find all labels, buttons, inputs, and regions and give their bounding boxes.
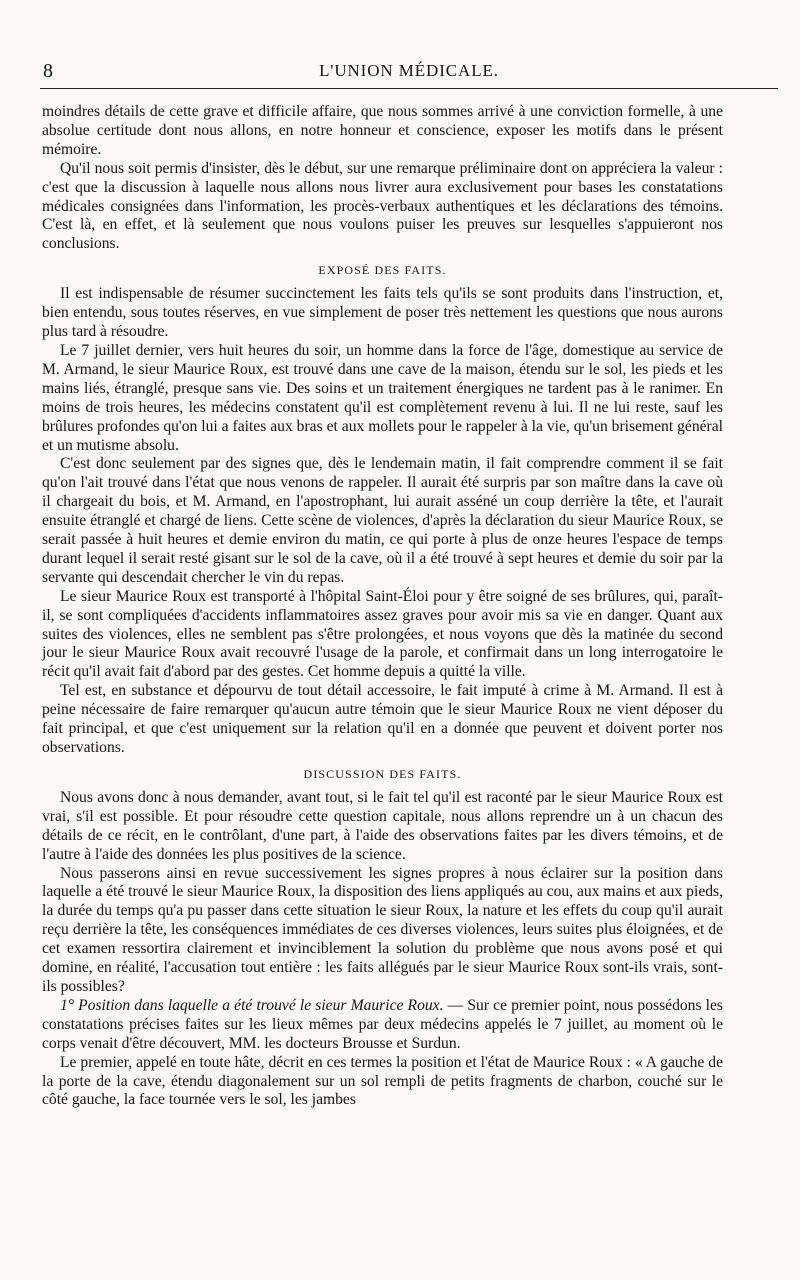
paragraph: Tel est, en substance et dépourvu de tout détail accessoire, le fait imputé à crime à M. Armand. Il est à peine nécessaire de faire remarquer qu'aucun autre témoin que le sieur Maurice Roux ne vient déposer du fait principal, et que c'est uniquement sur la relation qu'il en a donnée que peuvent et doivent porter nos observations.	[42, 682, 723, 756]
subsection-title: 1° Position dans laquelle a été trouvé le sieur Maurice Roux.	[60, 996, 444, 1014]
page-header	[40, 58, 778, 89]
paragraph: Le sieur Maurice Roux est transporté à l'hôpital Saint-Éloi pour y être soigné de ses brûlures, qui, paraît-il, se sont compliquées d'accidents inflammatoires assez graves pour avoir mis sa vie en danger. Quant aux suites des violences, elles ne semblent pas s'être prolongées, et nous voyons que dès la matinée du second jour le sieur Maurice Roux avait recouvré l'usage de la parole, et confirmait dans un long interrogatoire le récit qu'il avait fait d'abord par des gestes. Cet homme depuis a quitté la ville.	[42, 587, 723, 681]
paragraph: Nous avons donc à nous demander, avant tout, si le fait tel qu'il est raconté par le sieur Maurice Roux est vrai, s'il est possible. Et pour résoudre cette question capitale, nous allons reprendre un à un chacun des détails de ce récit, en le contrôlant, d'une part, à l'aide des observations faites par les divers témoins, et de l'autre à l'aide des données les plus positives de la science.	[42, 788, 723, 863]
paragraph: Le premier, appelé en toute hâte, décrit en ces termes la position et l'état de Maurice Roux : « A gauche de la porte de la cave, étendu diagonalement sur un sol rempli de petits fragments de charbon, couché sur le côté gauche, la face tournée vers le sol, les jambes	[42, 1053, 723, 1109]
article-body	[42, 103, 723, 1110]
running-title: L'UNION MÉDICALE.	[319, 61, 499, 80]
paragraph: Il est indispensable de résumer succinctement les faits tels qu'ils se sont produits dans l'instruction, et, bien entendu, sous toutes réserves, en vue simplement de poser très nettement les questions que nous aurons plus tard à résoudre.	[42, 285, 723, 341]
paragraph	[42, 997, 723, 1054]
page-number: 8	[43, 60, 53, 82]
section-heading-discussion: DISCUSSION DES FAITS.	[303, 766, 462, 781]
section-heading-expose: EXPOSÉ DES FAITS.	[318, 263, 447, 278]
paragraph: C'est donc seulement par des signes que, dès le lendemain matin, il fait comprendre comment il se fait qu'on l'ait trouvé dans l'état que nous venons de rappeler. Il aurait été surpris par son maître dans la cave où il chargeait du bois, et M. Armand, en l'apostrophant, lui aurait asséné un coup derrière la tête, et l'aurait ensuite étranglé et chargé de liens. Cette scène de violences, d'après la déclaration du sieur Maurice Roux, se serait passée à huit heures et demie environ du matin, ce qui porte à plus de onze heures l'espace de temps durant lequel il serait resté gisant sur le sol de la cave, où il a été trouvé à sept heures et demie du soir par la servante qui descendait chercher le vin du repas.	[42, 455, 723, 586]
paragraph-text: — Sur ce premier point, nous possédons les constatations précises faites sur les lieux mêmes par deux médecins appelés le 7 juillet, au moment où le corps venait d'être découvert, MM. les docteurs Brousse et Surdun.	[42, 996, 723, 1052]
paragraph: Le 7 juillet dernier, vers huit heures du soir, un homme dans la force de l'âge, domestique au service de M. Armand, le sieur Maurice Roux, est trouvé dans une cave de la maison, étendu sur le sol, les pieds et les mains liés, étranglé, presque sans vie. Des soins et un traitement énergiques ne tardent pas à le ranimer. En moins de trois heures, les médecins constatent qu'il est complètement revenu à lui. Il ne lui reste, sauf les brûlures profondes qu'on lui a faites aux bras et aux mollets pour le rappeler à la vie, qu'un brisement général et un mutisme absolu.	[42, 341, 723, 454]
paragraph: Nous passerons ainsi en revue successivement les signes propres à nous éclairer sur la position dans laquelle a été trouvé le sieur Maurice Roux, la disposition des liens appliqués au cou, aux mains et aux pieds, la durée du temps qu'a pu passer dans cette situation le sieur Roux, la nature et les effets du coup qu'il aurait reçu derrière la tête, les conséquences immédiates de ces diverses violences, leurs suites plus éloignées, et de cet examen ressortira clairement et invinciblement la solution du problème que nous avons posé et qui domine, en réalité, l'accusation tout entière : les faits allégués par le sieur Maurice Roux sont-ils vrais, sont-ils possibles?	[42, 864, 723, 995]
paragraph: moindres détails de cette grave et difficile affaire, que nous sommes arrivé à une conviction formelle, à une absolue certitude dont nous allons, en notre honneur et conscience, exposer les motifs dans le présent mémoire.	[42, 103, 723, 158]
paragraph: Qu'il nous soit permis d'insister, dès le début, sur une remarque préliminaire dont on appréciera la valeur : c'est que la discussion à laquelle nous allons nous livrer aura exclusivement pour bases les constatations médicales consignées dans l'information, les procès-verbaux authentiques et les déclarations des témoins. C'est là, en effet, et là seulement que nous voulons puiser les preuves sur lesquelles s'appuieront nos conclusions.	[42, 159, 723, 253]
